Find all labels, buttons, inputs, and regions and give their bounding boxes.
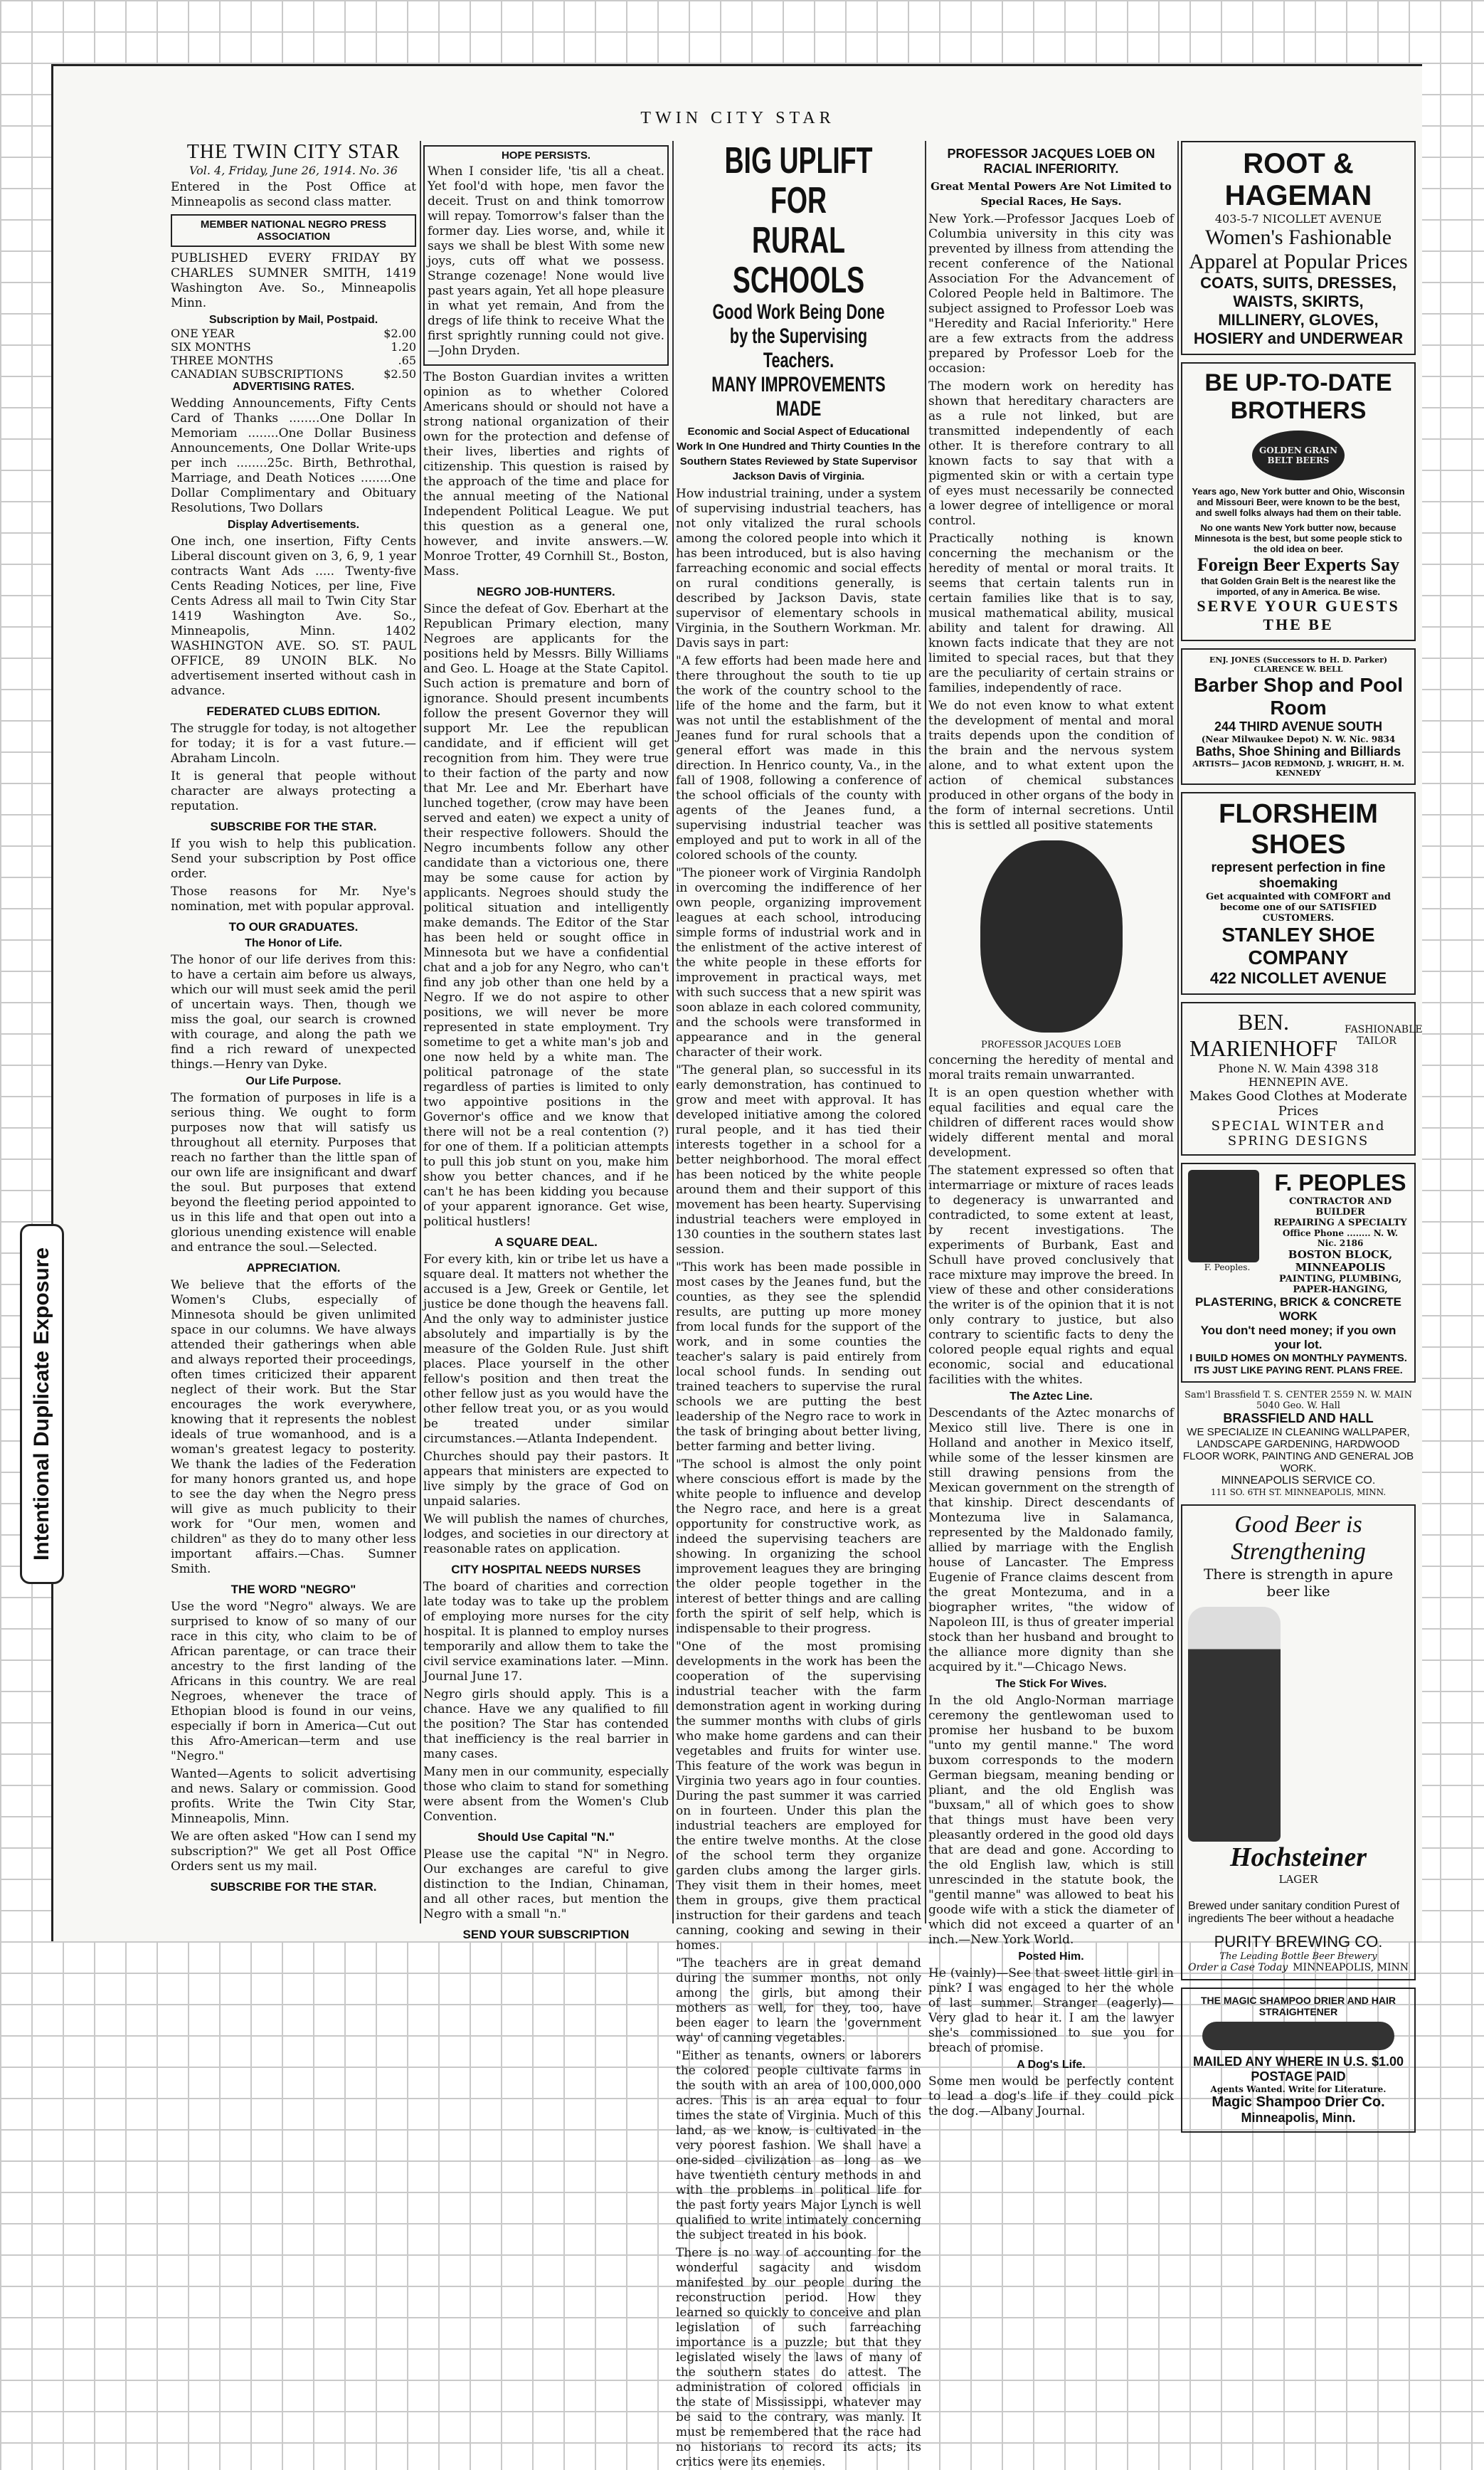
ad-phone: (Near Milwaukee Depot) N. W. Nic. 9834 bbox=[1201, 734, 1396, 744]
masthead: THE TWIN CITY STAR bbox=[186, 141, 401, 163]
article-paragraph: "The school is almost the only point where conscious effort is made by the white people to influence and develop the Negro race, and here is a great opportunity for constructive work, as indeed the supervising teachers are showing. In organizing the school improvement leagues they are bringing the older people together in the interest of better things and are calling forth the spirit of self help, which is indispensable to their progress. bbox=[676, 1457, 921, 1636]
subscription-head: Subscription by Mail, Postpaid. bbox=[208, 314, 378, 326]
article-paragraph: The statement expressed so often that intermarriage or mixture of races leads to degeneracy is unwarranted and contradicted, to some extent at least, by recent investigations. The experiments of Burbank, East and Schull have proved conclusively that race mixture may improve the breed. In view of these and other considerations the writer is of the opinion that it is not only contrary to justice, but also contrary to scientific facts to deny the colored people equal rights and equal economic, social and educational facilities with the whites. bbox=[928, 1163, 1174, 1387]
ad-f-peoples bbox=[1181, 1163, 1416, 1383]
article-paragraph: "This work has been made possible in most cases by the Jeanes fund, but the counties, as they see the splendid results, are putting up more money from local funds for the support of the work, and in some counties the teacher's salary is paid entirely from local school funds. In sending out trained teachers to supervise the rural schools we are putting the best leadership of the Negro race to work in the task of bringing about better living, better farming and better living. bbox=[676, 1260, 921, 1454]
square-deal-text: For every kith, kin or tribe let us have a square deal. It matters not whether the accused is a Jew, Greek or Gentile, let justice be done though the heavens fall. And the only way to administer justice absolutely and impartially is by the measure of the Golden Rule. Just shift places. Place yourself in the other fellow's position and then treat the other fellow just as you would have the other fellow treat you, or as you would be treated under similar circumstances.—Atlanta Independent. bbox=[423, 1252, 669, 1446]
article-paragraph: We do not even know to what extent the development of mental and moral traits depends upon the condition of the brain and the nervous system alone, and to what extent upon the action of chemical substances produced in other organs of the body in the form of internal secretions. Until this is settled all positive statements bbox=[928, 699, 1174, 833]
appreciation-text: We believe that the efforts of the Women's Clubs, especially of Minnesota should be given unlimited space in our columns. We have always attended their gatherings when able and always reported their proceedings, often times criticized their apparent neglect of their work. But the Star encourages the work everywhere, knowing that it represents the noblest ideals of true womanhood, and is a woman's greatest legacy to posterity. We thank the ladies of the Federation for many honors granted us, and hope to see the day when the Negro press will give as much publicity to their work for "Our men, women and children" as they do to many other less important affairs.—Chas. Sumner Smith. bbox=[171, 1278, 416, 1576]
ad-specialty: REPAIRING A SPECIALTY bbox=[1273, 1218, 1407, 1228]
aztec-text: Descendants of the Aztec monarchs of Mexico still live. There is one in Holland and another in Mexico itself, while some of the lesser kinsmen are still drawing pensions from the Mexican government on the strength of that kinship. Direct descendants of Montezuma live in Salamanca, represented by the Maldonado family, allied by marriage with the English house of Lancaster. The Empress Eugenie of France claims descent from the great Montezuma, and in a biographer writes, "the widow of Napoleon III, is thus of greater imperial stock than her husband and brought to the alliance more dignity than she acquired by it."—Chicago News. bbox=[928, 1406, 1174, 1674]
ad-tagline: represent perfection in fine shoemaking bbox=[1211, 860, 1386, 891]
many-text: Many men in our community, especially those who claim to stand for something were absent from the Women's Club Convention. bbox=[423, 1765, 669, 1824]
ad-subtitle: CONTRACTOR AND BUILDER bbox=[1288, 1196, 1392, 1218]
ad-city: MINNEAPOLIS, MINN bbox=[1293, 1962, 1409, 1973]
ad-slogan: Foreign Beer Experts Say bbox=[1197, 554, 1400, 575]
ad-services-2: PLASTERING, BRICK & CONCRETE WORK bbox=[1195, 1295, 1401, 1323]
ad-purity-brewing bbox=[1181, 1504, 1416, 1980]
ad-artists: ARTISTS— JACOB REDMOND, J. WRIGHT, H. M. KENNEDY bbox=[1192, 759, 1404, 778]
ad-order: Order a Case Today bbox=[1188, 1962, 1288, 1973]
guardian-text: The Boston Guardian invites a written opinion as to whether Colored Americans should or should not have a strong national organization of their own for the protection and defense of their lives, liberties and rights of citizenship. This question is raised by the approach of the time and place for the annual meeting of the National Independent Political League. We put this question as a general one, however, and invite answers.—W. Monroe Trotter, 49 Cornhill St., Boston, Mass. bbox=[423, 370, 669, 579]
publish-text: We will publish the names of churches, lodges, and societies in our directory at reasonable rates on application. bbox=[423, 1512, 669, 1556]
poem-box bbox=[423, 145, 669, 366]
ad-title: THE MAGIC SHAMPOO DRIER AND HAIR STRAIGHTENER bbox=[1200, 1995, 1396, 2017]
rate-row: CANADIAN SUBSCRIPTIONS $2.50 bbox=[171, 367, 416, 381]
posted-text: He (vainly)—See that sweet little girl in pink? I was engaged to her the whole of last summer. Stranger (eagerly)—Very glad to hear it. I am the lawyer she's commissioned to sue you for breach of promise. bbox=[928, 1966, 1174, 2055]
ad-slogan-2: I BUILD HOMES ON MONTHLY PAYMENTS. bbox=[1189, 1352, 1407, 1364]
member-box: MEMBER NATIONAL NEGRO PRESS ASSOCIATION bbox=[171, 214, 416, 247]
ad-title: BRASSFIELD AND HALL bbox=[1223, 1411, 1374, 1425]
job-hunters-text: Since the defeat of Gov. Eberhart at the Republican Primary election, many Negroes are applicants for the positions held by Messrs. Billy Williams and Geo. L. Hoage at the State Capitol. Such action is premature and born of ignorance. Should present incumbents follow the present Governor they will support Mr. Lee the republican candidate, and if efficient will get recognition from him. They were true to their faction of the party and now that Mr. Lee and Mr. Eberhart have lunched together, (crow may have been served and eaten) we expect a unity of their respective followers. Should the Negro incumbents follow any other candidate than a victorious one, there may be some cause for action by applicants. Negroes should study the political situation and intelligently make demands. The Editor of the Star has been held or sought office in Minnesota but we have a confidential chat and a job for any Negro, who can't find any job other than one held by a Negro. If we do not aspire to other positions, we will never be more represented in state employment. Try sometime to get a white man's job and one now held by a white man. The political patronage of the state regardless of parties is limited to only two appointive positions in the Governor's office and we know that there will not be a real contention (?) for one of them. If a politician attempts to pull this job stunt on you, make him show you better chances, and if he can't he has been kidding you because of your apparent ignorance. Get wise, political hustlers! bbox=[423, 602, 669, 1229]
ad-features: Brewed under sanitary condition Purest of ingredients The beer without a headache bbox=[1188, 1900, 1400, 1925]
ad-title: F. PEOPLES bbox=[1274, 1170, 1406, 1196]
article-paragraph: There is no way of accounting for the wonderful sagacity and wisdom manifested by our people during the reconstruction period. How they learned so quickly to conceive and plan legislation of such farreaching importance is a puzzle; but that they legislated wisely the laws of many of the southern states do attest. The administration of colored officials in the state of Mississippi, whatever may be said to the contrary, was manly. It must be remembered that the race had no historians to record its acts; its critics were its enemies. bbox=[676, 2246, 921, 2469]
federated-text-2: It is general that people without character are always protecting a reputation. bbox=[171, 769, 416, 813]
square-deal-head: A SQUARE DEAL. bbox=[494, 1235, 598, 1249]
ad-designs: SPECIAL WINTER and SPRING DESIGNS bbox=[1211, 1119, 1386, 1149]
column-rule bbox=[672, 141, 674, 1923]
ad-price: MAILED ANY WHERE IN U.S. $1.00 POSTAGE PAID bbox=[1192, 2054, 1404, 2084]
column-rule bbox=[1177, 141, 1179, 1923]
advertising-text: Wedding Announcements, Fifty Cents Card of Thanks ........One Dollar In Memoriam ........One Dollar Business Announcements, One Dollar Write-ups per inch ........25c. Birth, Bethrothal, Marriage, and Death Notices ........One Dollar Complimentary and Obituary Resolutions, Two Dollars bbox=[171, 396, 416, 515]
girls-text: Negro girls should apply. This is a chance. Have we any qualified to fill the position? The Star has contended that inefficiency is the real barrier in many cases. bbox=[423, 1687, 669, 1761]
ad-title: BE UP-TO-DATE bbox=[1204, 369, 1392, 396]
send-subscription: SEND YOUR SUBSCRIPTION bbox=[462, 1928, 630, 1941]
ad-owners: ENJ. JONES (Successors to H. D. Parker) CLARENCE W. BELL bbox=[1209, 655, 1388, 674]
capital-head: Should Use Capital "N." bbox=[477, 1830, 615, 1844]
ad-services: WE SPECIALIZE IN CLEANING WALLPAPER, LANDSCAPE GARDENING, HARDWOOD FLOOR WORK, PAINTING AND GENERAL JOB WORK. bbox=[1182, 1426, 1414, 1474]
duplicate-exposure-stamp bbox=[20, 1224, 64, 1584]
column-rule bbox=[420, 141, 421, 1923]
ad-text-2: No one wants New York butter now, because Minnesota is the best, but some people stick to the old idea on beer. bbox=[1194, 522, 1402, 554]
column-rural-schools bbox=[676, 140, 921, 2469]
running-head: TWIN CITY STAR bbox=[640, 109, 835, 127]
ad-address: BOSTON BLOCK, MINNEAPOLIS bbox=[1288, 1248, 1393, 1274]
ad-footer: SERVE YOUR GUESTS THE BE bbox=[1197, 597, 1400, 633]
article-paragraph: "The general plan, so successful in its early demonstration, has continued to grow and meet with approval. It has developed initiative among the colored rural people, and it has tied their interests together in a school for a better neighborhood. The moral effect has been noticed by the white people around them and their support of this movement has been hearty. Supervising industrial teachers were employed in 130 counties in the southern states last session. bbox=[676, 1063, 921, 1257]
asked-text: We are often asked "How can I send my subscription?" We get all Post Office Orders sent us my mail. bbox=[171, 1830, 416, 1874]
ad-address: Phone N. W. Main 4398 318 HENNEPIN AVE. bbox=[1218, 1062, 1379, 1089]
ad-services: Baths, Shoe Shining and Billiards bbox=[1195, 744, 1401, 759]
article-paragraph: Practically nothing is known concerning the mechanism or the heredity of mental or moral traits. It seems that certain talents run in certain families like that is to say, musical mathematical ability, musical ability and talent for drawing. All known facts indicate that they are not limited to special races, but that they are the peculiarity of certain strains or families, independently of race. bbox=[928, 532, 1174, 695]
column-masthead bbox=[171, 141, 416, 1923]
ad-title: Barber Shop and Pool Room bbox=[1193, 674, 1404, 719]
ad-items: COATS, SUITS, DRESSES, WAISTS, SKIRTS, MILLINERY, GLOVES, HOSIERY and UNDERWEAR bbox=[1193, 274, 1404, 347]
loeb-deck: Great Mental Powers Are Not Limited to Special Races, He Says. bbox=[931, 180, 1172, 208]
subscribe-notice: SUBSCRIBE FOR THE STAR. bbox=[210, 820, 377, 833]
article-paragraph: "The teachers are in great demand during the summer months, not only among the girls, but among their mothers as well, for they, too, have been eager to learn the 'government way' of canning vegetables. bbox=[676, 1956, 921, 2045]
ad-owners: Sam'l Brassfield T. S. CENTER 2559 N. W. MAIN 5040 Geo. W. Hall bbox=[1184, 1390, 1412, 1411]
ad-brassfield-hall bbox=[1181, 1390, 1416, 1497]
article-paragraph: How industrial training, under a system of supervising industrial teachers, has not only vitalized the rural schools among the colored people into which it has been introduced, but is also having farreaching economic and social effects on rural conditions generally, is described by Jackson Davis, state supervisor of elementary schools in Virginia, in the Southern Workman. Mr. Davis says in part: bbox=[676, 487, 921, 650]
ad-agents: Agents Wanted. Write for Literature. bbox=[1210, 2084, 1387, 2094]
ad-slogan: You don't need money; if you own your lot. bbox=[1200, 1324, 1396, 1351]
advertising-head: ADVERTISING RATES. bbox=[232, 381, 355, 393]
column-editorials bbox=[423, 141, 669, 1941]
ad-brand: Hochsteiner bbox=[1229, 1842, 1367, 1872]
rate-row: ONE YEAR $2.00 bbox=[171, 327, 416, 340]
display-head: Display Advertisements. bbox=[227, 519, 360, 531]
negro-text: Use the word "Negro" always. We are surprised to know of so many of our race in this city, who claim to be of African parentage, or can trace their ancestry to the first landing of the Africans in this country. We are real Negroes, whenever the trace of Ethopian blood is found in our veins, especially if born in America—Cut out this Afro-American—term and use "Negro." bbox=[171, 1600, 416, 1763]
negro-head: THE WORD "NEGRO" bbox=[230, 1583, 356, 1596]
church-text: Churches should pay their pastors. It appears that ministers are expected to live simply by the grace of God on unpaid salaries. bbox=[423, 1450, 669, 1509]
nye-text: Those reasons for Mr. Nye's nomination, met with popular approval. bbox=[171, 885, 416, 914]
ad-title-2: BROTHERS bbox=[1230, 397, 1367, 424]
entered-notice: Entered in the Post Office at Minneapolis as second class matter. bbox=[171, 180, 416, 209]
stick-head: The Stick For Wives. bbox=[995, 1678, 1107, 1690]
ad-text: Get acquainted with COMFORT and become one of our SATISFIED CUSTOMERS. bbox=[1206, 892, 1391, 924]
ad-title: FLORSHEIM SHOES bbox=[1219, 799, 1378, 860]
ad-florsheim bbox=[1181, 792, 1416, 995]
ad-marienhoff bbox=[1181, 1002, 1423, 1156]
column-ads bbox=[1181, 141, 1423, 2125]
ad-phone: Office Phone ........ N. W. Nic. 2186 bbox=[1282, 1228, 1399, 1248]
ad-title: ROOT & HAGEMAN bbox=[1224, 148, 1372, 211]
capital-text: Please use the capital "N" in Negro. Our exchanges are careful to give distinction to the Indian, Chinaman, and all other races, but mention the Negro with a small "n." bbox=[423, 1847, 669, 1921]
dog-text: Some men would be perfectly content to lead a dog's life if they could pick the dog.—Albany Journal. bbox=[928, 2074, 1174, 2118]
ad-address: 111 SO. 6TH ST. MINNEAPOLIS, MINN. bbox=[1210, 1487, 1387, 1497]
stick-text: In the old Anglo-Norman marriage ceremony the gentlewoman used to promise her husband to be buxom "unto my gentil manne." The word buxom corresponds to the modern German biegsam, meaning bending or pliant, and the old English was "buxsam," all of which goes to show that things must have been very pleasantly ordered in the good old days that are dead and gone. According to the old English law, which is still unrescinded in the statute book, the "gentil manne" was allowed to beat his goode wife with a stick the diameter of which did not exceed a quarter of an inch.—New York World. bbox=[928, 1694, 1174, 1947]
ad-title: BEN. MARIENHOFF bbox=[1189, 1009, 1338, 1061]
federated-head: FEDERATED CLUBS EDITION. bbox=[206, 704, 381, 718]
help-text: If you wish to help this publication. Send your subscription by Post office order. bbox=[171, 837, 416, 881]
rate-row: THREE MONTHS .65 bbox=[171, 354, 416, 367]
purpose-text: The formation of purposes in life is a serious thing. We ought to form purposes now that will satisfy us throughout all eternity. Purposes that reach no farther than the little span of our own life are insignificant and dwarf the soul. But purposes that extend beyond the fleeting period appointed to us in this life and that open out into a glorious unending existence will enable and entrance the soul.—Selected. bbox=[171, 1091, 416, 1255]
loeb-headline: PROFESSOR JACQUES LOEB ON RACIAL INFERIORITY. bbox=[947, 147, 1155, 176]
stamp-text: Intentional Duplicate Exposure bbox=[30, 1247, 53, 1561]
ad-title: Good Beer is Strengthening bbox=[1231, 1511, 1366, 1565]
beer-bottle-image bbox=[1188, 1607, 1281, 1842]
headline-line-2: RURAL SCHOOLS bbox=[732, 220, 865, 301]
poem-head: HOPE PERSISTS. bbox=[501, 149, 591, 162]
column-loeb bbox=[928, 141, 1174, 2118]
article-paragraph: The modern work on heredity has shown that hereditary characters are as a rule not linked, but are transmitted independently of each other. It is therefore contrary to all known facts to say that with a pigmented skin or with a certain type of eyes must necessarily be connected a lower degree of intelligence or moral control. bbox=[928, 379, 1174, 528]
honor-head: The Honor of Life. bbox=[245, 937, 342, 949]
ad-address: 244 THIRD AVENUE SOUTH bbox=[1214, 719, 1383, 734]
posted-head: Posted Him. bbox=[1018, 1951, 1084, 1963]
article-paragraph: "One of the most promising developments in the work has been the cooperation of the supervising industrial teacher with the farm demonstration agent in working during the summer months with clubs of girls who make home gardens and can their vegetables and fruits for winter use. This feature of the work was begun in Virginia two years ago in four counties. During the past summer it was carried on in fourteen. Under this plan the industrial teachers are employed for the entire twelve months. At the close of the school term they organize garden clubs among the larger girls. They visit them in their homes, meet them in groups, give them practical instruction for their gardens and teach canning, cooking and sewing in their homes. bbox=[676, 1640, 921, 1953]
article-paragraph: "A few efforts had been made here and there throughout the south to tie up the work of the country school to the life of the home and the farm, but it was not until the establishment of the Jeanes fund for rural schools that a general effort was made in this direction. In Henrico county, Va., in the fall of 1908, following a conference of the school officials of the county with agents of the Jeanes fund, a supervising industrial teacher was employed and put to work in all of the colored schools of the county. bbox=[676, 654, 921, 862]
article-paragraph: "Either as tenants, owners or laborers the colored people cultivate farms in the south with an area of 100,000,000 acres. This is an area equal to four times the state of Virginia. Much of this land, as we know, is cultivated in the very poorest fashion. We shall have a one-sided civilization as long as we have twentieth century methods in and with the problems in political life for the past forty years Major Lynch is well qualified to write intimately concerning the subject treated in his book. bbox=[676, 2049, 921, 2242]
ad-tagline: Women's Fashionable Apparel at Popular Prices bbox=[1189, 226, 1408, 273]
loeb-caption: PROFESSOR JACQUES LOEB bbox=[981, 1040, 1121, 1050]
rate-row: SIX MONTHS 1.20 bbox=[171, 340, 416, 354]
ad-root-hageman bbox=[1181, 141, 1416, 355]
appreciation-head: APPRECIATION. bbox=[246, 1261, 341, 1274]
beer-label-badge: GOLDEN GRAIN BELT BEERS bbox=[1252, 431, 1345, 480]
ad-sub: The Leading Bottle Beer Brewery bbox=[1219, 1951, 1377, 1962]
loeb-portrait bbox=[980, 840, 1123, 1033]
peoples-portrait bbox=[1188, 1170, 1259, 1262]
honor-text: The honor of our life derives from this: to have a certain aim before us always, which our will must seek amid the peril of uncertain ways. Then, though we miss the goal, our search is crowned with courage, and along the path we find a rich reward of unexpected things.—Henry van Dyke. bbox=[171, 953, 416, 1072]
shampoo-drier-image bbox=[1202, 2022, 1394, 2050]
deck: Economic and Social Aspect of Educational Work In One Hundred and Thirty Counties In the Southern States Reviewed by State Supervisor Jackson Davis of Virginia. bbox=[676, 426, 921, 482]
ad-company: Magic Shampoo Drier Co. bbox=[1212, 2094, 1385, 2110]
portrait-caption: F. Peoples. bbox=[1204, 1262, 1251, 1272]
ad-lager: LAGER bbox=[1278, 1873, 1318, 1886]
ad-magic-shampoo bbox=[1181, 1988, 1416, 2133]
ad-tagline: There is strength in apure beer like bbox=[1203, 1566, 1394, 1600]
article-paragraph: It is an open question whether with equal facilities and equal care the children of different races would show widely different mental and moral development. bbox=[928, 1086, 1174, 1160]
subscribe-notice-2: SUBSCRIBE FOR THE STAR. bbox=[210, 1880, 377, 1894]
dog-head: A Dog's Life. bbox=[1017, 2059, 1086, 2071]
hospital-text: The board of charities and correction late today was to take up the problem of employing more nurses for the city hospital. It is planned to employ nurses temporarily and allow them to take the civil service examinations later. —Minn. Journal June 17. bbox=[423, 1580, 669, 1684]
published-notice: PUBLISHED EVERY FRIDAY BY CHARLES SUMNER SMITH, 1419 Washington Ave. So., Minneapolis Minn. bbox=[171, 251, 416, 310]
wanted-text: Wanted—Agents to solicit advertising and news. Salary or commission. Good profits. Write the Twin City Star, Minneapolis, Minn. bbox=[171, 1767, 416, 1826]
article-paragraph: New York.—Professor Jacques Loeb of Columbia university in this city was prevented by illness from attending the recent conference of the National Association For the Advancement of Colored People held in Baltimore. The subject assigned to Professor Loeb was "Heredity and Racial Inferiority." Here are a few extracts from the address prepared by Professor Loeb for the occasion: bbox=[928, 212, 1174, 376]
ad-services: PAINTING, PLUMBING, PAPER-HANGING, bbox=[1278, 1274, 1402, 1295]
ad-text-3: that Golden Grain Belt is the nearest like the imported, of any in America. Be wise. bbox=[1201, 576, 1396, 597]
job-hunters-head: NEGRO JOB-HUNTERS. bbox=[477, 585, 615, 598]
ad-city: Minneapolis, Minn. bbox=[1241, 2111, 1356, 2125]
purpose-head: Our Life Purpose. bbox=[245, 1075, 341, 1087]
newspaper-page bbox=[51, 64, 1423, 2469]
column-rule bbox=[925, 141, 926, 1923]
display-text: One inch, one insertion, Fifty Cents Liberal discount given on 3, 6, 9, 1 year contracts Want Ads ..... Twenty-five Cents Reading Notices, per line, Five Cents Adress all mail to Twin City Star 1419 Washington Ave. So., Minneapolis, Minn. 1402 WASHINGTON AVE. SO. ST. PAUL OFFICE, 89 UNOIN BLK. No advertisement inserted without cash in advance. bbox=[171, 534, 416, 698]
dateline: Vol. 4, Friday, June 26, 1914. No. 36 bbox=[189, 164, 398, 177]
ad-text: Years ago, New York butter and Ohio, Wisconsin and Missouri Beer, were known to be the best, and swell folks always had them on their table. bbox=[1192, 486, 1405, 518]
ad-barber-shop bbox=[1181, 648, 1416, 785]
ad-tagline: Makes Good Clothes at Moderate Prices bbox=[1189, 1089, 1408, 1119]
aztec-head: The Aztec Line. bbox=[1009, 1390, 1093, 1403]
ad-company: STANLEY SHOE COMPANY bbox=[1221, 924, 1375, 969]
ad-footer: ITS JUST LIKE PAYING RENT. PLANS FREE. bbox=[1194, 1364, 1403, 1376]
article-paragraph: concerning the heredity of mental and moral traits remain unwarranted. bbox=[928, 1053, 1174, 1082]
ad-address: 403-5-7 NICOLLET AVENUE bbox=[1214, 212, 1382, 226]
ad-grain-belt bbox=[1181, 362, 1416, 641]
headline-line-1: BIG UPLIFT FOR bbox=[724, 140, 873, 221]
graduates-head: TO OUR GRADUATES. bbox=[228, 920, 359, 934]
ad-company: PURITY BREWING CO. bbox=[1214, 1933, 1383, 1951]
subheadline: Good Work Being Done by the Supervising Teachers. bbox=[712, 300, 885, 372]
hospital-head: CITY HOSPITAL NEEDS NURSES bbox=[451, 1563, 641, 1576]
ad-subtitle: FASHIONABLE TAILOR bbox=[1345, 1024, 1423, 1047]
poem-text: When I consider life, 'tis all a cheat. Yet fool'd with hope, men favor the deceit. Trust on and think tomorrow will repay. Tomorrow's falser than the former day. Lies worse, and, while it says we shall be blest With some new joys, cuts off what we possess. Strange cozenage! None would live past years again, Yet all hope pleasure in what yet remain, And from the dregs of life think to receive What the first sprightly running could not give. —John Dryden. bbox=[428, 164, 664, 358]
federated-text: The struggle for today, is not altogether for today; it is for a vast future.—Abraham Lincoln. bbox=[171, 722, 416, 766]
article-paragraph: "The pioneer work of Virginia Randolph in overcoming the indifference of her own people, organizing improvement leagues at each school, introducing simple forms of industrial work and in the enlistment of the active interest of the white people in these efforts for improvement in practical ways, met with such success that a new spirit was soon ablaze in each colored community, and the schools were transformed in appearance and in the general character of their work. bbox=[676, 866, 921, 1060]
ad-address: 422 NICOLLET AVENUE bbox=[1209, 969, 1387, 987]
ad-company: MINNEAPOLIS SERVICE CO. bbox=[1221, 1474, 1376, 1487]
subheadline-2: MANY IMPROVEMENTS MADE bbox=[711, 373, 886, 421]
